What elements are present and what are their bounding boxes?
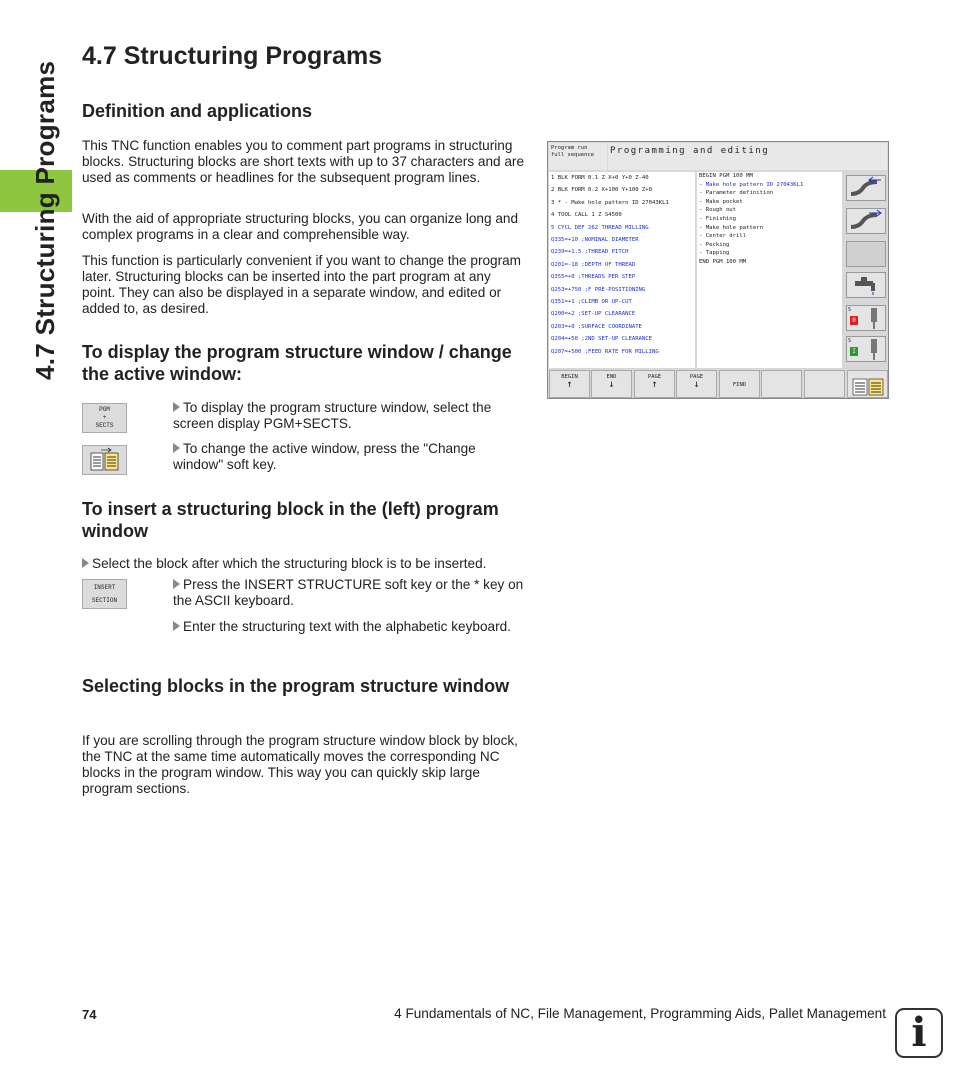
pgm-sects-softkey	[82, 403, 127, 433]
path-left-icon	[847, 176, 885, 200]
structure-window	[697, 172, 842, 368]
chapter-footer: 4 Fundamentals of NC, File Management, Programming Aids, Pallet Management	[394, 1006, 886, 1021]
paragraph: With the aid of appropriate structuring blocks, you can organize long and complex programs in a clear and comprehensible way.	[82, 211, 519, 242]
bullet-arrow-icon	[173, 579, 180, 589]
program-line: 3 * - Make hole pattern ID 27043KL1	[551, 199, 669, 206]
path-right-icon	[847, 209, 885, 233]
tap-icon	[847, 273, 885, 297]
screen-softkey: END ↓	[591, 370, 632, 398]
step-item: To display the program structure window, select the screen display PGM+SECTS.	[173, 400, 492, 431]
page-number: 74	[82, 1007, 97, 1022]
program-line: Q201=-18 ;DEPTH OF THREAD	[551, 261, 636, 268]
screen-softkey-row	[549, 370, 888, 398]
tnc-screen-screenshot	[547, 141, 889, 399]
screen-softkey: PAGE ↓	[676, 370, 717, 398]
spindle-on-key: S I	[846, 336, 886, 362]
move-right-key	[846, 208, 886, 234]
change-window-softkey	[82, 445, 127, 475]
bullet-arrow-icon	[173, 402, 180, 412]
structure-line: - Make hole pattern ID 27043KL1	[699, 181, 804, 188]
screen-title: Programming and editing	[608, 143, 887, 170]
structure-line: - Center drill	[699, 233, 747, 240]
page-title: 4.7 Structuring Programs	[82, 42, 383, 70]
program-line: Q207=+500 ;FEED RATE FOR MILLING	[551, 348, 659, 355]
section-heading-select: Selecting blocks in the program structure window	[82, 676, 510, 696]
move-left-key	[846, 175, 886, 201]
structure-line: END PGM 100 MM	[699, 258, 747, 265]
program-window	[549, 172, 695, 368]
screen-softkey	[761, 370, 802, 398]
program-line: 4 TOOL CALL 1 Z S4500	[551, 212, 622, 219]
structure-line: - Make hole pattern	[699, 224, 763, 231]
bullet-arrow-icon	[82, 558, 89, 568]
screen-side-keys	[844, 172, 888, 368]
structure-line: - Rough out	[699, 207, 737, 214]
structure-line: BEGIN PGM 100 MM	[699, 173, 753, 179]
program-line: Q351=+1 ;CLIMB OR UP-CUT	[551, 299, 632, 306]
program-line: Q335=+10 ;NOMINAL DIAMETER	[551, 237, 639, 244]
softkey-line: SECTS	[95, 422, 114, 429]
program-line: 5 CYCL DEF 262 THREAD MILLING	[551, 224, 649, 231]
program-line: Q204=+50 ;2ND SET-UP CLEARANCE	[551, 336, 653, 343]
structure-line: - Pecking	[699, 241, 730, 248]
structure-line: - Tapping	[699, 250, 730, 257]
program-line: Q239=+1.5 ;THREAD PITCH	[551, 249, 629, 256]
change-window-icon	[83, 446, 126, 474]
info-icon: i	[895, 1008, 943, 1058]
screen-softkey: FIND	[719, 370, 760, 398]
paragraph: This function is particularly convenient if you want to change the program later. Structuring blocks can be inserted into the part program at any point. They can also be displayed in a separate window, and edited or added to, as desired.	[82, 253, 522, 316]
section-heading-definition: Definition and applications	[82, 101, 313, 121]
step-item: Enter the structuring text with the alphabetic keyboard.	[173, 619, 528, 635]
softkey-line: SECTION	[91, 596, 118, 604]
screen-softkey	[804, 370, 845, 398]
program-line: Q200=+2 ;SET-UP CLEARANCE	[551, 311, 636, 318]
step-item: Select the block after which the structuring block is to be inserted.	[82, 556, 532, 572]
bullet-arrow-icon	[173, 621, 180, 631]
change-window-icon	[849, 373, 887, 397]
program-line: Q203=+0 ;SURFACE COORDINATE	[551, 323, 642, 330]
paragraph: If you are scrolling through the program structure window block by block, the TNC at the same time automatically moves the corresponding NC blocks in the program window. This way you can quickly skip large program sections.	[82, 733, 518, 796]
program-line: Q253=+750 ;F PRE-POSITIONING	[551, 286, 646, 293]
spindle-off-key: S 0	[846, 305, 886, 331]
program-line: Q355=+0 ;THREADS PER STEP	[551, 274, 636, 281]
step-item: To change the active window, press the "Change window" soft key.	[173, 441, 476, 472]
program-line: 2 BLK FORM 0.2 X+100 Y+100 Z+0	[551, 187, 653, 194]
paragraph: This TNC function enables you to comment part programs in structuring blocks. Structuring blocks are short texts with up to 37 characters and are used as comments or headlines for the subsequent program lines.	[82, 138, 525, 185]
spindle-icon	[867, 339, 881, 361]
structure-line: - Finishing	[699, 215, 737, 222]
program-line: 1 BLK FORM 0.1 Z X+0 Y+0 Z-40	[551, 175, 649, 181]
screen-softkey: PAGE ↑	[634, 370, 675, 398]
structure-line: - Make pocket	[699, 198, 743, 205]
structure-line: - Parameter definition	[699, 190, 774, 197]
softkey-line: +	[102, 414, 107, 421]
section-heading-display: To display the program structure window / change the active window:	[82, 342, 512, 384]
blank-key	[846, 241, 886, 267]
bullet-arrow-icon	[173, 443, 180, 453]
insert-section-softkey	[82, 579, 127, 609]
softkey-line: INSERT	[93, 584, 116, 591]
section-heading-insert: To insert a structuring block in the (left) program window	[82, 499, 499, 541]
screen-softkey: BEGIN ↑	[549, 370, 590, 398]
softkey-line: PGM	[99, 406, 110, 413]
change-window-screen-key	[847, 370, 888, 398]
step-item: Press the INSERT STRUCTURE soft key or the * key on the ASCII keyboard.	[173, 577, 524, 608]
coolant-key	[846, 272, 886, 298]
side-chapter-title: 4.7 Structuring Programs	[30, 60, 60, 380]
spindle-icon	[867, 308, 881, 330]
screen-mode-label: Program run full sequence	[549, 143, 607, 170]
